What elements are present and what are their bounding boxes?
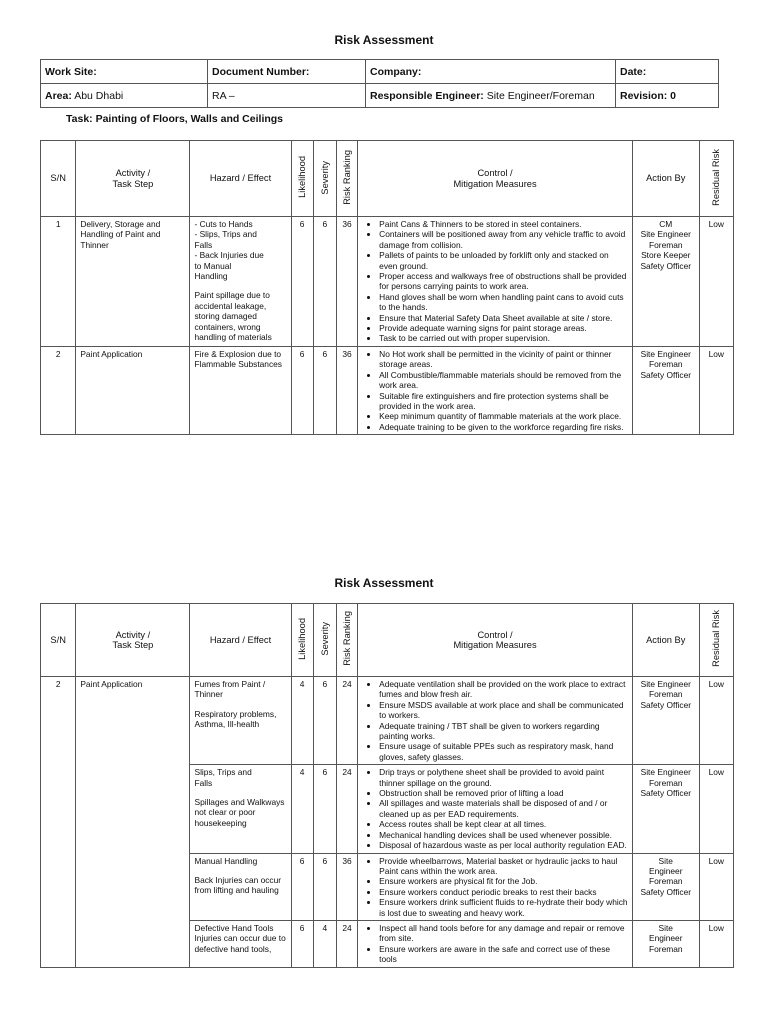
control-item: • Ensure usage of suitable PPEs such as respiratory mask, hand gloves, safety glasses. [379, 741, 628, 762]
control-item: • Ensure workers drink sufficient fluids to re-hydrate their body which is lost due to sweating and heavy work. [379, 897, 628, 918]
ranking-header [336, 141, 357, 217]
severity-value: 6 [313, 677, 336, 765]
hazard-header: Hazard / Effect [190, 141, 291, 217]
doc-value: RA – [208, 84, 366, 108]
control-header: Control / Mitigation Measures [358, 604, 633, 677]
ranking-label: Risk Ranking [341, 611, 352, 667]
control-item: • Ensure workers are aware in the safe and correct use of these tools [379, 944, 628, 965]
activity-cell: Paint Application [76, 677, 190, 968]
hazard-text: Defective Hand Tools Injuries can occur due to defective hand tools, [194, 922, 286, 954]
severity-value: 6 [313, 346, 336, 434]
hazard-text: - Cuts to Hands - Slips, Trips and Falls - Back Injuries due to Manual Handling [194, 219, 264, 282]
risk-table-1 [40, 140, 734, 435]
action-by-cell: Site Engineer Foreman [632, 920, 699, 967]
control-list [362, 219, 628, 344]
residual-risk-value: Low [699, 346, 733, 434]
hazard-cell [190, 677, 291, 765]
action-by-cell: Site Engineer Foreman Safety Officer [632, 346, 699, 434]
activity-cell: Paint Application [76, 346, 190, 434]
control-item: • Ensure workers conduct periodic breaks to rest their backs [379, 887, 628, 897]
severity-value: 4 [313, 920, 336, 967]
info-table [40, 59, 719, 108]
hazard-text: Slips, Trips and Falls [194, 767, 252, 788]
sn-header: S/N [41, 604, 76, 677]
residual-label: Residual Risk [711, 610, 722, 668]
hazard-header: Hazard / Effect [190, 604, 291, 677]
activity-header: Activity / Task Step [76, 141, 190, 217]
ranking-header [336, 604, 357, 677]
engineer-label: Responsible Engineer: [370, 89, 484, 102]
control-list [362, 349, 628, 432]
revision-label: Revision: 0 [616, 84, 719, 108]
ranking-value: 24 [336, 677, 357, 765]
residual-risk-value: Low [699, 217, 733, 347]
table-row [41, 677, 734, 765]
activity-header: Activity / Task Step [76, 604, 190, 677]
page-title: Risk Assessment [334, 33, 434, 47]
ranking-value: 24 [336, 920, 357, 967]
hazard-text: Fire & Explosion due to Flammable Substances [194, 348, 282, 370]
ranking-label: Risk Ranking [341, 149, 352, 205]
control-item: • Disposal of hazardous waste as per local authority regulation EAD. [379, 840, 628, 850]
residual-risk-value: Low [699, 920, 733, 967]
hazard-cell [190, 920, 291, 967]
control-item: • Adequate training to be given to the workforce regarding fire risks. [379, 422, 628, 432]
sn-cell: 2 [41, 346, 76, 434]
ranking-value: 36 [336, 217, 357, 347]
activity-cell: Delivery, Storage and Handling of Paint and Thinner [76, 217, 190, 347]
ranking-value: 36 [336, 853, 357, 920]
document-number-label: Document Number: [208, 60, 366, 84]
area-label: Area: [45, 89, 72, 102]
hazard-effect-text: Paint spillage due to accidental leakage, storing damaged containers, wrong handling of materials [194, 290, 272, 343]
table-row [41, 217, 734, 347]
control-item: • Ensure workers are physical fit for the Job. [379, 876, 628, 886]
control-item: • Keep minimum quantity of flammable materials at the work place. [379, 411, 628, 421]
control-item: • All Combustible/flammable materials should be removed from the work area. [379, 370, 628, 391]
control-item: • Pallets of paints to be unloaded by forklift only and stacked on even ground. [379, 250, 628, 271]
action-header: Action By [632, 604, 699, 677]
control-list [362, 767, 628, 850]
ranking-value: 36 [336, 346, 357, 434]
date-label: Date: [616, 60, 719, 84]
sn-cell: 1 [41, 217, 76, 347]
control-list [362, 679, 628, 762]
likelihood-header [291, 604, 313, 677]
hazard-effect-text: Spillages and Walkways not clear or poor housekeeping [194, 797, 285, 828]
control-header: Control / Mitigation Measures [358, 141, 633, 217]
engineer-value: Site Engineer/Foreman [486, 89, 595, 102]
action-by-cell: CM Site Engineer Foreman Store Keeper Safety Officer [632, 217, 699, 347]
control-item: • Hand gloves shall be worn when handling paint cans to avoid cuts to the hands. [379, 292, 628, 313]
control-item: • Task to be carried out with proper supervision. [379, 333, 628, 343]
control-item: • Drip trays or polythene sheet shall be provided to avoid paint thinner spillage on the ground. [379, 767, 628, 788]
control-item: • All spillages and waste materials shall be disposed of and / or cleaned up as per EAD requirements. [379, 798, 628, 819]
hazard-effect-text: Back Injuries can occur from lifting and hauling [194, 874, 282, 896]
control-item: • Suitable fire extinguishers and fire protection systems shall be provided in the work area. [379, 391, 628, 412]
work-site-label: Work Site: [41, 60, 208, 84]
residual-header [699, 141, 733, 217]
page-title-2: Risk Assessment [334, 576, 434, 590]
control-item: • Ensure MSDS available at work place and shall be communicated to workers. [379, 700, 628, 721]
severity-value: 6 [313, 217, 336, 347]
control-item: • Proper access and walkways free of obstructions shall be provided for persons carrying paints to work area. [379, 271, 628, 292]
control-item: • Provide adequate warning signs for paint storage areas. [379, 323, 628, 333]
likelihood-value: 4 [291, 765, 313, 853]
residual-header [699, 604, 733, 677]
likelihood-value: 6 [291, 217, 313, 347]
risk-table-2 [40, 603, 734, 968]
action-header: Action By [632, 141, 699, 217]
hazard-cell [190, 217, 291, 347]
control-item: • Paint Cans & Thinners to be stored in steel containers. [379, 219, 628, 229]
severity-label: Severity [319, 160, 330, 195]
area-cell [41, 84, 208, 108]
hazard-cell [190, 853, 291, 920]
table-row [41, 346, 734, 434]
control-cell [358, 217, 633, 347]
control-cell [358, 677, 633, 765]
ranking-value: 24 [336, 765, 357, 853]
severity-value: 6 [313, 853, 336, 920]
control-list [362, 923, 628, 965]
area-value: Abu Dhabi [74, 89, 124, 102]
hazard-effect-text: Respiratory problems, Asthma, Ill-health [194, 708, 277, 730]
likelihood-header [291, 141, 313, 217]
severity-value: 6 [313, 765, 336, 853]
residual-label: Residual Risk [711, 148, 722, 206]
action-by-cell: Site Engineer Foreman Safety Officer [632, 765, 699, 853]
severity-header [313, 604, 336, 677]
control-item: • Ensure that Material Safety Data Sheet available at site / store. [379, 313, 628, 323]
action-by-cell: Site Engineer Foreman Safety Officer [632, 853, 699, 920]
control-item: • Provide wheelbarrows, Material basket or hydraulic jacks to haul Paint cans within the work area. [379, 856, 628, 877]
severity-label: Severity [319, 622, 330, 656]
engineer-cell [366, 84, 616, 108]
control-item: • Inspect all hand tools before for any damage and repair or remove from site. [379, 923, 628, 944]
likelihood-label: Likelihood [296, 156, 307, 199]
residual-risk-value: Low [699, 677, 733, 765]
control-cell [358, 346, 633, 434]
likelihood-value: 4 [291, 677, 313, 765]
severity-header [313, 141, 336, 217]
sn-header: S/N [41, 141, 76, 217]
control-item: • Obstruction shall be removed prior of lifting a load [379, 788, 628, 798]
likelihood-label: Likelihood [296, 617, 307, 660]
hazard-cell [190, 346, 291, 434]
control-cell [358, 853, 633, 920]
action-by-cell: Site Engineer Foreman Safety Officer [632, 677, 699, 765]
hazard-cell [190, 765, 291, 853]
likelihood-value: 6 [291, 346, 313, 434]
control-item: • Adequate training / TBT shall be given to workers regarding painting works. [379, 721, 628, 742]
residual-risk-value: Low [699, 853, 733, 920]
control-item: • Mechanical handling devices shall be used whenever possible. [379, 830, 628, 840]
control-item: • No Hot work shall be permitted in the vicinity of paint or thinner storage areas. [379, 349, 628, 370]
hazard-text: Manual Handling [194, 855, 258, 866]
hazard-text: Fumes from Paint / Thinner [194, 679, 266, 700]
task-title: Task: Painting of Floors, Walls and Ceilings [66, 113, 284, 125]
control-cell [358, 920, 633, 967]
residual-risk-value: Low [699, 765, 733, 853]
likelihood-value: 6 [291, 920, 313, 967]
likelihood-value: 6 [291, 853, 313, 920]
control-cell [358, 765, 633, 853]
sn-cell: 2 [41, 677, 76, 968]
control-item: • Adequate ventilation shall be provided on the work place to extract fumes and blow fresh air. [379, 679, 628, 700]
control-list [362, 856, 628, 918]
control-item: • Access routes shall be kept clear at all times. [379, 819, 628, 829]
company-label: Company: [366, 60, 616, 84]
control-item: • Containers will be positioned away from any vehicle traffic to avoid damage from collision. [379, 229, 628, 250]
